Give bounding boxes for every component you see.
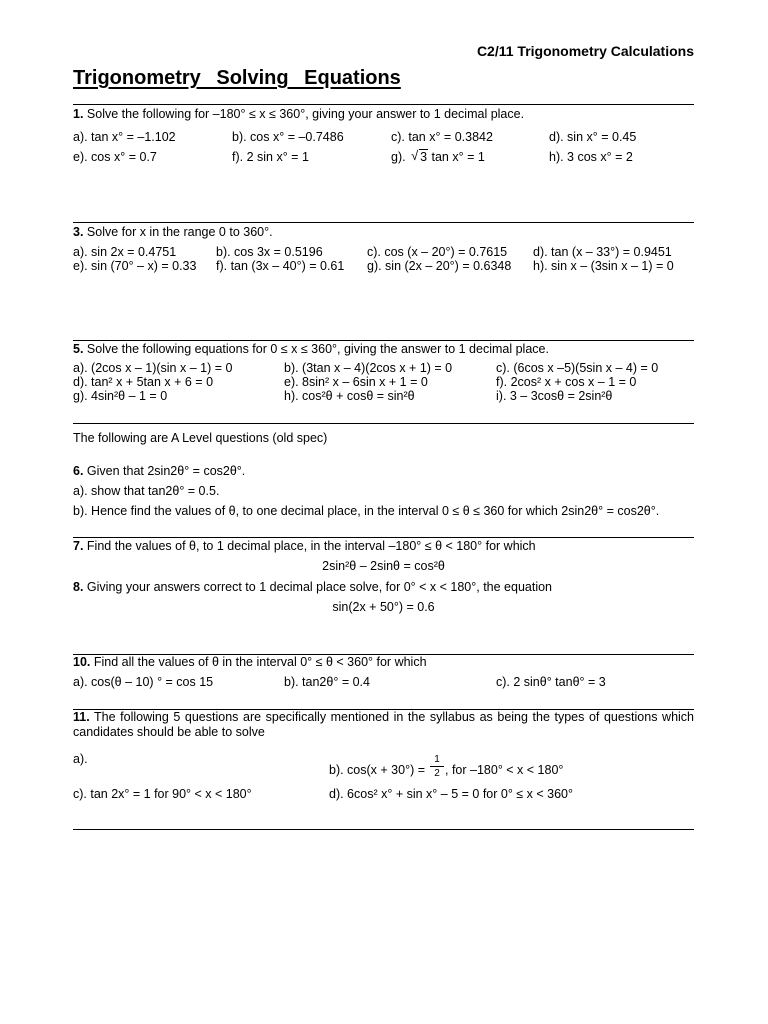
divider	[73, 340, 694, 341]
fraction-denominator: 2	[434, 768, 440, 779]
a-level-note: The following are A Level questions (old spec)	[73, 431, 328, 445]
divider	[73, 829, 694, 830]
question-5-item: c). (6cos x –5)(5sin x – 4) = 0	[496, 361, 659, 375]
question-3-item: f). tan (3x – 40°) = 0.61	[216, 259, 345, 273]
question-6-prompt	[73, 464, 245, 478]
question-1-item: c). tan x° = 0.3842	[391, 130, 493, 144]
question-10-text: Find all the values of θ in the interval 0° ≤ θ < 360° for which	[90, 655, 427, 669]
question-3-text: Solve for x in the range 0 to 360°.	[83, 225, 273, 239]
question-1-item-g-equation: tan x° = 1	[428, 150, 485, 164]
question-6-part-a: a). show that tan2θ° = 0.5.	[73, 484, 220, 498]
question-3-item: d). tan (x – 33°) = 0.9451	[533, 245, 672, 259]
question-1-item-g-label: g).	[391, 150, 406, 164]
question-7-equation: 2sin²θ – 2sinθ = cos²θ	[322, 559, 445, 573]
fraction-numerator: 1	[434, 754, 440, 765]
question-5-prompt	[73, 342, 549, 356]
question-7-text: Find the values of θ, to 1 decimal place, in the interval –180° ≤ θ < 180° for which	[83, 539, 536, 553]
question-1-item: e). cos x° = 0.7	[73, 150, 157, 164]
divider	[73, 423, 694, 424]
question-1-item: d). sin x° = 0.45	[549, 130, 637, 144]
question-11-part-b-lead: b). cos(x + 30°) =	[329, 763, 426, 777]
question-10-item: c). 2 sinθ° tanθ° = 3	[496, 675, 606, 689]
fraction-one-half	[430, 754, 444, 779]
question-3-number: 3.	[73, 225, 84, 239]
question-10-number: 10.	[73, 655, 91, 669]
question-3-item: e). sin (70° – x) = 0.33	[73, 259, 197, 273]
question-1-number: 1.	[73, 107, 84, 121]
question-3-item: h). sin x – (3sin x – 1) = 0	[533, 259, 674, 273]
question-5-item: h). cos²θ + cosθ = sin²θ	[284, 389, 415, 403]
square-root-sign: √ 3	[411, 148, 428, 164]
question-1-text: Solve the following for –180° ≤ x ≤ 360°, giving your answer to 1 decimal place.	[83, 107, 525, 121]
question-11-part-c: c). tan 2x° = 1 for 90° < x < 180°	[73, 787, 252, 801]
question-8-text: Giving your answers correct to 1 decimal place solve, for 0° < x < 180°, the equation	[83, 580, 553, 594]
question-5-item: g). 4sin²θ – 1 = 0	[73, 389, 168, 403]
question-5-item: e). 8sin² x – 6sin x + 1 = 0	[284, 375, 428, 389]
question-5-number: 5.	[73, 342, 84, 356]
question-6-number: 6.	[73, 464, 84, 478]
question-11-part-a: a).	[73, 752, 88, 766]
question-3-item: g). sin (2x – 20°) = 0.6348	[367, 259, 512, 273]
question-1-item: b). cos x° = –0.7486	[232, 130, 344, 144]
question-6-text: Given that 2sin2θ° = cos2θ°.	[83, 464, 246, 478]
question-10-prompt	[73, 655, 427, 669]
radicand: 3	[420, 150, 428, 164]
fraction-bar	[430, 766, 444, 767]
question-5-item: i). 3 – 3cosθ = 2sin²θ	[496, 389, 613, 403]
question-11-part-b-range: , for –180° < x < 180°	[445, 763, 564, 777]
question-8-prompt	[73, 580, 552, 594]
divider	[73, 537, 694, 538]
question-5-item: a). (2cos x – 1)(sin x – 1) = 0	[73, 361, 233, 375]
question-3-item: b). cos 3x = 0.5196	[216, 245, 323, 259]
divider	[73, 222, 694, 223]
page-title: Trigonometry Solving Equations	[73, 67, 401, 89]
question-11-part-d: d). 6cos² x° + sin x° – 5 = 0 for 0° ≤ x < 360°	[329, 787, 573, 801]
divider	[73, 104, 694, 105]
question-1-item: f). 2 sin x° = 1	[232, 150, 309, 164]
question-6-part-b: b). Hence find the values of θ, to one decimal place, in the interval 0 ≤ θ ≤ 360 for which 2sin2θ° = cos2θ°.	[73, 504, 660, 518]
question-11-prompt	[73, 710, 694, 740]
question-5-item: f). 2cos² x + cos x – 1 = 0	[496, 375, 637, 389]
question-8-number: 8.	[73, 580, 84, 594]
question-3-prompt	[73, 225, 273, 239]
question-11-text: The following 5 questions are specifically mentioned in the syllabus as being the types of questions which candidates should be able to solve	[73, 710, 694, 739]
question-8-equation: sin(2x + 50°) = 0.6	[332, 600, 435, 614]
question-1-prompt	[73, 107, 524, 121]
question-10-item: b). tan2θ° = 0.4	[284, 675, 370, 689]
question-5-item: b). (3tan x – 4)(2cos x + 1) = 0	[284, 361, 453, 375]
question-3-item: a). sin 2x = 0.4751	[73, 245, 177, 259]
question-5-item: d). tan² x + 5tan x + 6 = 0	[73, 375, 214, 389]
question-1-item: h). 3 cos x° = 2	[549, 150, 633, 164]
question-11-number: 11.	[73, 710, 90, 724]
question-7-prompt	[73, 539, 536, 553]
question-1-item: a). tan x° = –1.102	[73, 130, 176, 144]
question-5-text: Solve the following equations for 0 ≤ x ≤ 360°, giving the answer to 1 decimal place.	[83, 342, 549, 356]
document-header: C2/11 Trigonometry Calculations	[476, 43, 694, 59]
question-1-item-g	[391, 150, 485, 164]
question-10-item: a). cos(θ – 10) ° = cos 15	[73, 675, 214, 689]
question-7-number: 7.	[73, 539, 84, 553]
question-3-item: c). cos (x – 20°) = 0.7615	[367, 245, 508, 259]
